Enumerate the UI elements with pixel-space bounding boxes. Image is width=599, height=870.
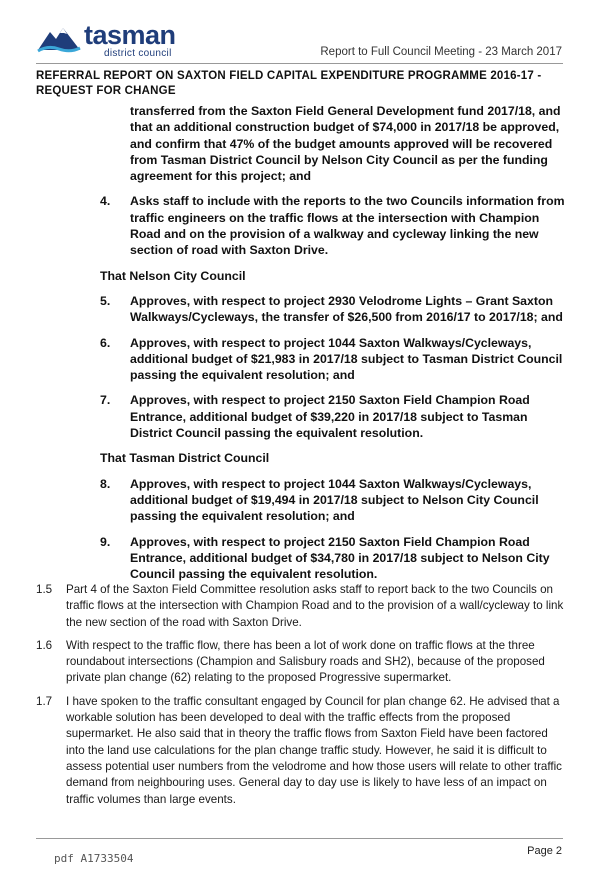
meeting-header: Report to Full Council Meeting - 23 March 2017 (320, 46, 562, 58)
resolution-item-8 (36, 476, 566, 525)
item-text: Asks staff to include with the reports to the two Councils information from traffic engineers on the traffic flows at the intersection with Champion Road and on the provision of a walkway and cycleway linking the new section of road with Saxton Drive. (130, 194, 565, 258)
logo-subtitle: district council (104, 48, 172, 59)
item-text: Approves, with respect to project 2150 Saxton Field Champion Road Entrance, additional budget of $39,220 in 2017/18 subject to Tasman District Council passing the equivalent resolution. (130, 393, 530, 441)
header-divider (36, 63, 563, 64)
item-text: Approves, with respect to project 1044 Saxton Walkways/Cycleways, additional budget of $19,494 in 2017/18 subject to Nelson City Council passing the equivalent resolution; and (130, 476, 539, 524)
item-text: Approves, with respect to project 2930 Velodrome Lights – Grant Saxton Walkways/Cycleways, the transfer of $26,500 from 2016/17 to 2017/18; and (130, 293, 563, 325)
section-1-6 (36, 638, 566, 687)
pdf-reference: pdf A1733504 (54, 852, 134, 865)
item-number: 8. (100, 476, 111, 491)
section-number: 1.6 (36, 638, 53, 652)
item-number: 7. (100, 393, 111, 408)
resolution-item-5 (36, 293, 566, 326)
resolution-block (36, 103, 566, 582)
tasman-heading: That Tasman District Council (100, 451, 270, 466)
item-text: Approves, with respect to project 2150 Saxton Field Champion Road Entrance, additional budget of $34,780 in 2017/18 subject to Nelson City Council passing the equivalent resolution. (130, 534, 550, 582)
item-number: 4. (100, 194, 111, 209)
item-text: Approves, with respect to project 1044 Saxton Walkways/Cycleways, additional budget of $21,983 in 2017/18 subject to Tasman District Council passing the equivalent resolution; and (130, 335, 563, 383)
section-1-5 (36, 582, 566, 631)
footer-divider (36, 838, 563, 839)
section-text: I have spoken to the traffic consultant engaged by Council for plan change 62. He advised that a workable solution has been developed to deal with the traffic effects from the proposed supermarket. He also said that in theory the traffic flows from Saxton Field have been factored into the land use calculations for the plan change traffic study. However, he said it is difficult to assess potential user numbers from the velodrome and how those users will relate to other traffic demand from neighbouring uses. General day to day use is likely to have less of an impact on traffic volumes than large events. (66, 694, 562, 806)
resolution-item-4 (36, 193, 566, 258)
section-1-7 (36, 694, 566, 808)
resolution-continuation: transferred from the Saxton Field General Development fund 2017/18, and that an additional construction budget of $74,000 in 2017/18 be approved, and confirm that 47% of the budget amounts approved will be recovered from Tasman District Council by Nelson City Council as per the funding agreement for this project; and (130, 104, 561, 184)
report-sections (36, 582, 566, 815)
section-text: Part 4 of the Saxton Field Committee resolution asks staff to report back to the two Councils on traffic flows at the intersection with Champion Road and to the provision of a wall/cycleway to link the new section of the road with Saxton Drive. (66, 583, 564, 629)
report-title: REFERRAL REPORT ON SAXTON FIELD CAPITAL EXPENDITURE PROGRAMME 2016-17 - REQUEST FOR CHANGE (36, 70, 542, 97)
section-number: 1.7 (36, 694, 53, 708)
council-logo (36, 20, 186, 62)
mountain-logo-icon (36, 24, 82, 54)
item-number: 9. (100, 534, 111, 549)
page-number: Page 2 (527, 845, 562, 857)
resolution-item-6 (36, 335, 566, 384)
resolution-item-7 (36, 392, 566, 441)
nelson-heading: That Nelson City Council (100, 268, 246, 283)
section-text: With respect to the traffic flow, there has been a lot of work done on traffic flows at the three roundabout intersections (Champion and Salisbury roads and SH2), because of the proposed private plan change (62) relating to the proposed Progressive supermarket. (66, 638, 545, 685)
logo-wordmark: tasman (84, 20, 176, 50)
section-number: 1.5 (36, 583, 53, 596)
item-number: 5. (100, 293, 111, 308)
item-number: 6. (100, 335, 111, 350)
resolution-item-9 (36, 534, 566, 583)
